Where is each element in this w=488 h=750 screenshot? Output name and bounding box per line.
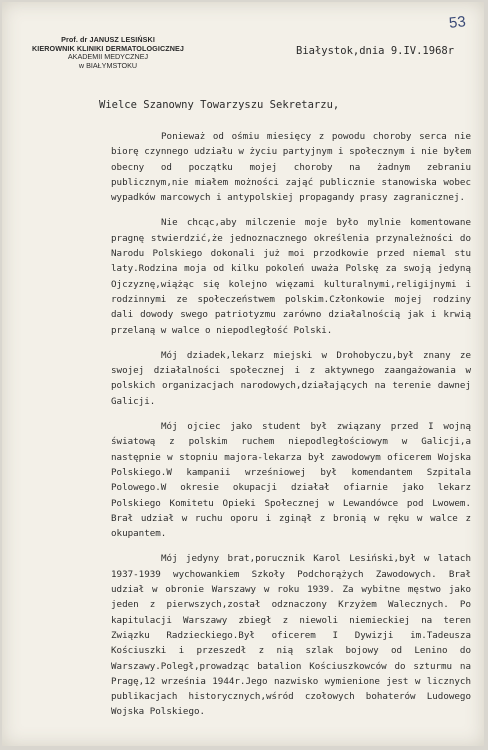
letterhead	[28, 36, 188, 70]
letterhead-city: w BIAŁYMSTOKU	[78, 60, 138, 70]
paragraph: Mój dziadek,lekarz miejski w Drohobyczu,był znany ze swojej działalności społecznej i z aktywnego zaangażowania w polskich organizacjach narodowych,działających na terenie dawnej Galicji.	[111, 349, 471, 407]
paragraph: Ponieważ od ośmiu miesięcy z powodu choroby serca nie biorę czynnego udziału w życiu partyjnym i społecznym i nie byłem obecny od początku mojej choroby na żadnym zebraniu publicznym,nie miałem możności zająć publicznie stanowiska wobec wypadków marcowych i antypolskiej propagandy prasy zagranicznej.	[111, 131, 471, 204]
page-number: 53	[448, 13, 467, 32]
letterhead-institution: AKADEMII MEDYCZNEJ	[67, 52, 149, 62]
letterhead-name: Prof. dr JANUSZ LESIŃSKI	[61, 35, 155, 44]
letterhead-position: KIEROWNIK KLINIKI DERMATOLOGICZNEJ	[31, 43, 185, 53]
paragraph: Nie chcąc,aby milczenie moje było mylnie komentowane pragnę stwierdzić,że jednoznacznego określenia przynależności do Narodu Polskiego dokonali już moi przodkowie przed niemal stu laty.Rodzina moja od kilku pokoleń uważa Polskę za swoją jedyną Ojczyznę,wiążąc się kolejno więzami kulturalnymi,religijnymi i rodzinnymi ze społeczeństwem polskim.Członkowie mojej rodziny dali dowody swego patriotyzmu zarówno działalnością jak i krwią przelaną w walce o niepodległość Polski.	[111, 217, 471, 336]
paragraph: Mój jedyny brat,porucznik Karol Lesiński,był w latach 1937-1939 wychowankiem Szkoły Podchorążych Zawodowych. Brał udział w obronie Warszawy w roku 1939. Za wybitne męstwo jako jeden z pierwszych,został odznaczony Krzyżem Walecznych. Po kapitulacji Warszawy zbiegł z niewoli niemieckiej na teren Związku Radzieckiego.Był oficerem I Dywizji im.Tadeusza Kościuszki i przeszedł z nią szlak bojowy od Lenino do Warszawy.Poległ,prowadząc batalion Kościuszkowców do szturmu na Pragę,12 września 1944r.Jego nazwisko wymienione jest w licznych publikacjach historycznych,wśród czołowych bohaterów Ludowego Wojska Polskiego.	[111, 553, 471, 718]
salutation: Wielce Szanowny Towarzyszu Sekretarzu,	[99, 99, 340, 111]
place-date: Białystok,dnia 9.IV.1968r	[296, 45, 455, 57]
letter-body	[111, 129, 471, 720]
paragraph: Mój ojciec jako student był związany przed I wojną światową z polskim ruchem niepodległościowym w Galicji,a następnie w stopniu majora-lekarza był zawodowym oficerem Wojska Polskiego.W kampanii wrześniowej był komendantem Szpitala Polowego.W okresie okupacji działał ofiarnie jako lekarz Polskiego Komitetu Opieki Społecznej w Lewandówce pod Lwowem. Brał udział w ruchu oporu i zginął z bronią w ręku w walce z okupantem.	[111, 421, 471, 540]
letter-page	[2, 2, 484, 746]
